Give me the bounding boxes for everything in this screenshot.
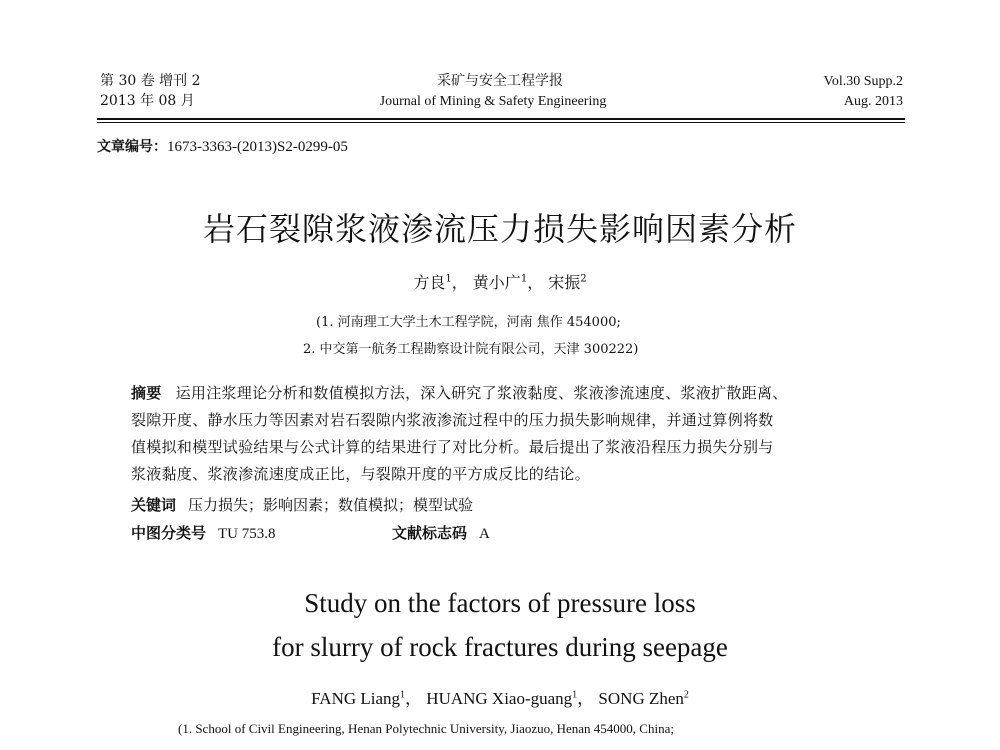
abstract-line-3: 值模拟和模型试验结果与公式计算的结果进行了对比分析。最后提出了浆液沿程压力损失分别与	[131, 438, 774, 456]
author-zh-1-mark: 1	[445, 273, 452, 285]
header-volume: 第 30 卷 增刊 2	[100, 73, 201, 89]
abstract-line-2: 裂隙开度、静水压力等因素对岩石裂隙内浆液渗流过程中的压力损失影响规律，并通过算例将数	[131, 411, 774, 429]
affiliation-en-1: (1. School of Civil Engineering, Henan Polytechnic University, Jiaozuo, Henan 454000, China;	[178, 721, 674, 736]
abstract-line-1	[131, 382, 788, 403]
abstract-label: 摘要	[131, 384, 162, 402]
header-date: 2013 年 08 月	[100, 93, 195, 109]
header-date-en: Aug. 2013	[843, 94, 903, 109]
author-zh-3-mark: 2	[580, 273, 587, 285]
keywords-value: 压力损失；影响因素；数值模拟；模型试验	[188, 496, 474, 514]
author-en-3-mark: 2	[683, 689, 689, 701]
title-en-line-2: for slurry of rock fractures during seepage	[272, 632, 728, 662]
doc-code-label: 文献标志码	[392, 524, 468, 542]
header-volume-en: Vol.30 Supp.2	[823, 74, 903, 89]
classification-label: 中图分类号	[131, 524, 207, 542]
affiliation-zh-1: (1. 河南理工大学土木工程学院，河南 焦作 454000;	[316, 315, 621, 330]
classification-value: TU 753.8	[218, 526, 276, 542]
article-id-value: 1673-3363-(2013)S2-0299-05	[167, 139, 348, 155]
journal-name-en: Journal of Mining & Safety Engineering	[379, 94, 607, 109]
article-id	[97, 136, 348, 156]
authors-en: FANG Liang$^1$， HUANG Xiao-guang$^1$， SONG Zhen$^2$	[311, 689, 689, 708]
abstract-text-1: 运用注浆理论分析和数值模拟方法，深入研究了浆液黏度、浆液渗流速度、浆液扩散距离、	[175, 384, 788, 402]
journal-name-zh: 采矿与安全工程学报	[437, 73, 563, 89]
affiliation-zh-2: 2. 中交第一航务工程勘察设计院有限公司，天津 300222)	[303, 342, 639, 357]
author-en-3: SONG Zhen	[598, 689, 684, 708]
author-zh-1: 方良	[413, 273, 446, 292]
doc-code	[392, 522, 490, 543]
header-rule-thin	[97, 122, 905, 123]
author-en-2-mark: 1	[572, 689, 578, 701]
keywords-label: 关键词	[131, 496, 177, 514]
classification	[131, 522, 276, 543]
author-en-1: FANG Liang	[311, 689, 401, 708]
author-zh-2-mark: 1	[520, 273, 528, 285]
author-zh-2: 黄小广	[472, 273, 521, 292]
author-en-2: HUANG Xiao-guang	[426, 689, 573, 708]
header-rule-thick	[97, 118, 905, 120]
title-en-line-1: Study on the factors of pressure loss	[304, 588, 696, 618]
author-zh-3: 宋振	[548, 273, 581, 292]
author-en-1-mark: 1	[400, 689, 406, 701]
keywords	[131, 494, 473, 515]
authors-zh: 方良$^1$， 黄小广$^1$， 宋振$^2$	[413, 273, 587, 292]
article-id-label: 文章编号：	[97, 139, 167, 155]
title-zh: 岩石裂隙浆液渗流压力损失影响因素分析	[202, 210, 798, 248]
abstract-line-4: 浆液黏度、浆液渗流速度成正比，与裂隙开度的平方成反比的结论。	[131, 465, 591, 483]
doc-code-value: A	[479, 526, 490, 542]
